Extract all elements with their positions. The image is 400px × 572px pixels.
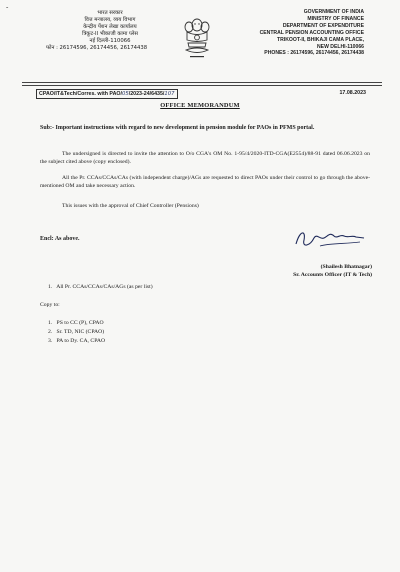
hindi-line-1: भारत सरकार [97,10,123,16]
hindi-line-5: नई दिल्ली-110066 [89,38,131,44]
header-divider [22,82,382,83]
addressee-item [48,284,153,292]
reference-middle: /2023-24/6435/ [128,91,165,97]
paragraph-3-text: This issues with the approval of Chief Controller (Pensions) [62,203,199,209]
reference-handwritten-1: 05 [122,91,129,97]
hindi-phone: फोन : 26174596, 26174456, 26174438 [46,45,148,51]
copy-to-item [48,320,104,328]
copy-to-label: Copy to: [40,302,60,308]
english-line-6: NEW DELHI-110066 [317,43,364,50]
reference-handwritten-2: 107 [164,91,175,97]
national-emblem-icon [180,16,214,60]
addressee-number: 1. [48,284,53,290]
copy-to-text: Sr. TD, NIC (CPAO) [56,329,105,335]
hindi-line-3: केन्द्रीय पेंशन लेखा कार्यालय [83,24,137,30]
reference-number [36,89,178,99]
english-phone: PHONES : 26174596, 26174456, 26174438 [264,50,364,57]
copy-to-number: 2. [48,329,53,335]
subject-line: Sub:- Important instructions with regard to new development in pension module for PAOs in PFMS portal. [40,125,315,131]
english-line-4: CENTRAL PENSION ACCOUNTING OFFICE [259,29,364,36]
signatory-name: (Shailesh Bhatnagar) [320,264,372,270]
copy-to-item [48,329,104,337]
english-line-3: DEPARTMENT OF EXPENDITURE [282,22,364,29]
signatory-designation: Sr. Accounts Officer (IT & Tech) [293,271,372,278]
english-line-2: MINISTRY OF FINANCE [307,15,364,22]
copy-to-number: 3. [48,338,53,344]
paragraph-3 [40,202,370,210]
hindi-line-4: त्रिकूट-II भीकाजी कामा प्लेस [82,31,138,37]
document-title: OFFICE MEMORANDUM [160,102,240,109]
copy-to-text: PA to Dy. CA, CPAO [56,338,106,344]
copy-to-item [48,338,105,346]
hindi-letterhead [46,10,174,52]
memo-date: 17.08.2023 [339,90,366,96]
enclosure-note: Encl: As above. [40,236,80,242]
hindi-line-2: वित्त मन्त्रालय, व्यय विभाग [84,17,136,23]
english-line-5: TRIKOOT-II, BHIKAJI CAMA PLACE, [277,36,364,43]
handwritten-signature [290,226,374,254]
reference-prefix: CPAO/IT&Tech/Corres. with PAO/ [39,91,122,97]
paragraph-1 [40,150,370,166]
header-divider-2 [22,85,382,86]
signatory-block [262,264,372,280]
copy-to-number: 1. [48,320,53,326]
paragraph-2 [40,174,370,190]
english-line-1: GOVERNMENT OF INDIA [303,9,364,15]
copy-to-text: PS to CC (P), CPAO [56,320,104,326]
paragraph-1-text: The undersigned is directed to invite the attention to O/o CGA's OM No. 1-95/4/2020-ITD-CGA(E2554)/88-91 dated 06.06.2023 on the subject cited above (copy enclosed). [40,151,370,165]
reference-bar [36,89,366,99]
english-letterhead [226,9,364,57]
corner-mark: - [6,3,9,11]
paragraph-2-text: All the Pr. CCAs/CCAs/CAs (with independent charge)/AGs are requested to direct PAOs under their control to go through the above-mentioned OM and take necessary action. [40,175,370,189]
addressee-text: All Pr. CCAs/CCAs/CAs/AGs (as per list) [56,284,153,290]
